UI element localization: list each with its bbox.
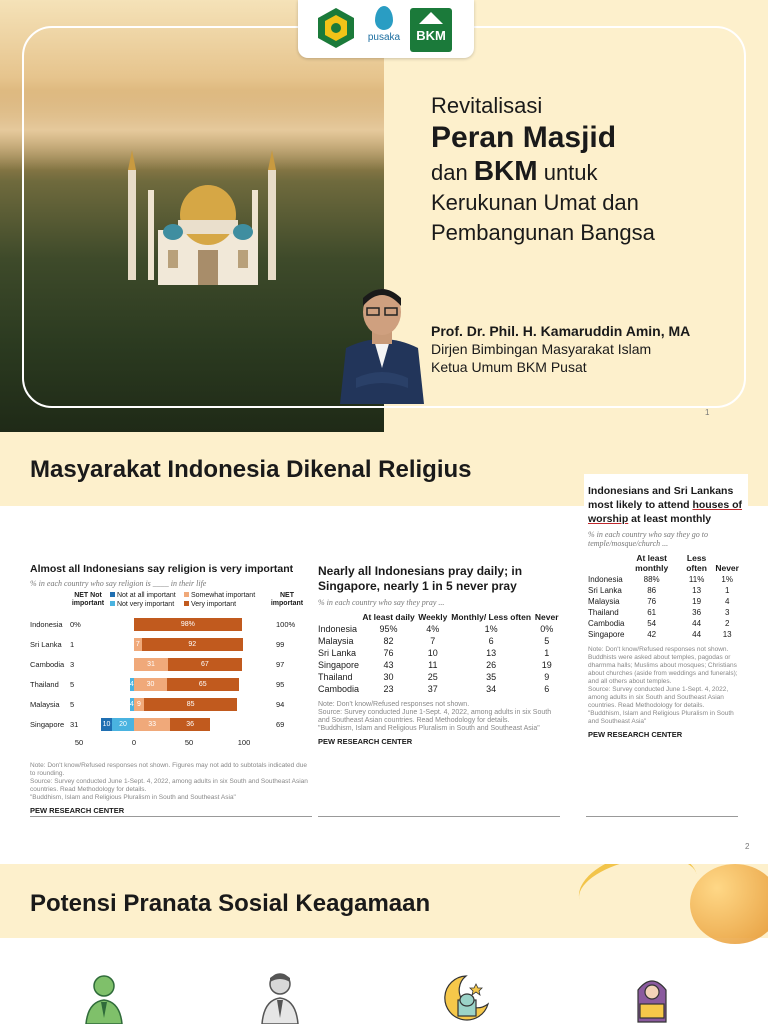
table-row <box>588 585 740 596</box>
legend-not-at-all-label: Not at all important <box>116 592 176 599</box>
author-role-2: Ketua Umum BKM Pusat <box>431 359 587 375</box>
title-line-2: Peran Masjid <box>431 121 617 154</box>
value-cell: 25 <box>427 672 438 682</box>
axis-tick-label: 100 <box>237 738 251 747</box>
chart3-title <box>588 484 744 526</box>
logo-bar <box>298 0 474 58</box>
bar-segment-very: 65 <box>167 678 239 691</box>
value-cell: 0% <box>540 624 554 634</box>
table-row <box>588 574 740 585</box>
divider <box>318 816 560 817</box>
value-cell: 1% <box>721 575 733 584</box>
chart3-title-a: Indonesians and Sri Lankans most likely to attend <box>588 485 734 511</box>
value-cell: 76 <box>383 648 394 658</box>
legend-net-not: NET Not important <box>71 592 105 607</box>
title-line-3-b: BKM <box>473 155 538 186</box>
value-cell: 2 <box>724 619 730 628</box>
value-cell: 19 <box>541 660 552 670</box>
chart1-pew-label: PEW RESEARCH CENTER <box>30 806 125 815</box>
table-row <box>318 623 560 635</box>
speaker-portrait <box>336 278 428 404</box>
drop-icon <box>375 6 393 30</box>
pusaka-logo-text: pusaka <box>367 32 401 43</box>
country-cell: Singapore <box>588 630 625 639</box>
chart3-column-header: At least monthly <box>635 553 669 573</box>
legend-swatch-icon <box>184 601 189 606</box>
value-cell: 82 <box>383 636 394 646</box>
table-row <box>318 635 560 647</box>
bar-segment-very: 36 <box>170 718 210 731</box>
value-cell: 1% <box>484 624 498 634</box>
page-number-1: 1 <box>705 408 710 417</box>
chart2-column-header: Monthly/ Less often <box>451 612 532 622</box>
chart2-column-header: Never <box>534 612 559 622</box>
title-line-5: Pembangunan Bangsa <box>431 220 655 245</box>
table-row <box>318 671 560 683</box>
country-cell: Malaysia <box>318 636 354 646</box>
value-cell: 7 <box>430 636 436 646</box>
chart2-subtitle: % in each country who say they pray ... <box>318 598 445 607</box>
value-cell: 5 <box>544 636 550 646</box>
kemenag-logo <box>314 6 358 50</box>
religious-stats-slide <box>0 432 768 864</box>
legend-swatch-icon <box>110 592 115 597</box>
value-cell: 11 <box>428 660 438 670</box>
table-row <box>318 659 560 671</box>
religious-leader-icon <box>632 972 672 1024</box>
chart2-column-header: Weekly <box>418 612 448 622</box>
value-cell: 13 <box>722 630 732 639</box>
legend-somewhat <box>184 592 255 599</box>
chart2-note: Note: Don't know/Refused responses not shown. <box>318 701 470 708</box>
presentation-title <box>431 92 751 248</box>
community-leader-icon <box>260 970 300 1024</box>
country-cell: Indonesia <box>588 575 623 584</box>
table-row <box>318 647 560 659</box>
chart2-column-header: At least daily <box>362 612 415 622</box>
bar-segment-very: 92 <box>142 638 243 651</box>
axis-tick-label: 50 <box>184 738 194 747</box>
bar-country-label: Indonesia <box>30 620 63 629</box>
value-cell: 26 <box>486 660 497 670</box>
bar-segment-somewhat: 30 <box>134 678 167 691</box>
value-cell: 36 <box>692 608 702 617</box>
chart3-table <box>588 552 740 640</box>
country-cell: Cambodia <box>588 619 625 628</box>
table-row <box>318 683 560 695</box>
value-cell: 1 <box>724 586 730 595</box>
country-cell: Malaysia <box>588 597 620 606</box>
value-cell: 30 <box>383 672 394 682</box>
value-cell: 4 <box>724 597 730 606</box>
country-cell: Cambodia <box>318 684 360 694</box>
chart2-report: "Buddhism, Islam and Religious Pluralism in South and Southeast Asia" <box>318 725 540 732</box>
chart1-source: Source: Survey conducted June 1-Sept. 4, 2022, among adults in six South and Southeast Asian countries. Read Methodology for details. <box>30 778 308 793</box>
bar-net-not-value: 3 <box>70 660 75 669</box>
value-cell: 23 <box>383 684 394 694</box>
country-cell: Thailand <box>318 672 353 682</box>
divider <box>586 816 738 817</box>
value-cell: 44 <box>692 619 702 628</box>
bar-country-label: Singapore <box>30 720 65 729</box>
social-institutions-slide <box>0 864 768 1024</box>
value-cell: 3 <box>724 608 730 617</box>
chart1-title: Almost all Indonesians say religion is very important <box>30 563 294 575</box>
author-info <box>431 322 751 376</box>
chart3-title-b: houses of worship <box>588 499 743 525</box>
value-cell: 43 <box>383 660 394 670</box>
value-cell: 6 <box>544 684 550 694</box>
legend-swatch-icon <box>110 601 115 606</box>
bar-segment-somewhat: 9 <box>134 698 144 711</box>
divider <box>30 816 312 817</box>
legend-very-label: Very important <box>190 601 237 608</box>
bar-country-label: Cambodia <box>30 660 65 669</box>
value-cell: 95% <box>379 624 398 634</box>
prayer-frequency-table <box>318 564 560 746</box>
value-cell: 4% <box>426 624 440 634</box>
legend-somewhat-label: Somewhat important <box>190 592 256 599</box>
title-line-3-c: untuk <box>537 160 598 185</box>
chart3-report: "Buddhism, Islam and Religious Pluralism in South and Southeast Asia" <box>588 710 734 725</box>
table-row <box>588 596 740 607</box>
value-cell: 6 <box>488 636 494 646</box>
value-cell: 42 <box>647 630 657 639</box>
author-role-1: Dirjen Bimbingan Masyarakat Islam <box>431 341 652 357</box>
value-cell: 9 <box>544 672 550 682</box>
bar-segment-not-at-all: 10 <box>101 718 112 731</box>
value-cell: 86 <box>647 586 657 595</box>
legend-not-very-label: Not very important <box>116 601 175 608</box>
slide2-heading: Masyarakat Indonesia Dikenal Religius <box>30 456 472 483</box>
axis-tick-label: 50 <box>74 738 84 747</box>
bar-segment-somewhat: 7 <box>134 638 142 651</box>
bkm-logo <box>410 8 452 52</box>
value-cell: 88% <box>643 575 660 584</box>
bar-net-value: 97 <box>276 660 285 669</box>
bar-segment-very: 98% <box>134 618 242 631</box>
page-number-2: 2 <box>745 842 750 851</box>
legend-swatch-icon <box>184 592 189 597</box>
value-cell: 54 <box>647 619 657 628</box>
bar-country-label: Thailand <box>30 680 59 689</box>
bar-net-not-value: 0% <box>70 620 81 629</box>
bar-country-label: Sri Lanka <box>30 640 62 649</box>
legend-not-at-all <box>110 592 176 599</box>
bar-segment-very: 85 <box>144 698 238 711</box>
chart2-pew-label: PEW RESEARCH CENTER <box>318 737 413 746</box>
legend-net: NET important <box>270 592 304 607</box>
bar-net-not-value: 5 <box>70 700 75 709</box>
chart2-source: Source: Survey conducted June 1-Sept. 4, 2022, among adults in six South and Southeast Asian countries. Read Methodology for details. <box>318 709 552 724</box>
value-cell: 11% <box>688 575 705 584</box>
legend-not-very <box>110 601 174 608</box>
mosque-crescent-icon <box>442 974 490 1024</box>
chart3-title-c: at least monthly <box>628 513 712 525</box>
bar-segment-very: 67 <box>168 658 242 671</box>
title-line-3-a: dan <box>431 160 474 185</box>
country-cell: Indonesia <box>318 624 358 634</box>
value-cell: 13 <box>486 648 497 658</box>
mosque-roof-icon <box>419 12 443 24</box>
slide3-heading: Potensi Pranata Sosial Keagamaan <box>30 890 431 917</box>
country-cell: Thailand <box>588 608 619 617</box>
author-name: Prof. Dr. Phil. H. Kamaruddin Amin, MA <box>431 323 691 339</box>
value-cell: 35 <box>486 672 497 682</box>
title-line-1: Revitalisasi <box>431 93 543 118</box>
country-cell: Singapore <box>318 660 360 670</box>
bar-segment-not-very: 4 <box>130 698 134 711</box>
header-blank <box>588 552 624 574</box>
value-cell: 76 <box>647 597 657 606</box>
chart1-subtitle: % in each country who say religion is ____ in their life <box>30 579 207 588</box>
country-cell: Sri Lanka <box>588 586 622 595</box>
table-row <box>588 618 740 629</box>
value-cell: 37 <box>427 684 438 694</box>
title-line-3 <box>431 156 751 188</box>
value-cell: 13 <box>692 586 702 595</box>
axis-tick-label: 0 <box>131 738 137 747</box>
title-slide <box>0 0 768 432</box>
bar-net-value: 99 <box>276 640 285 649</box>
table-row <box>588 607 740 618</box>
country-cell: Sri Lanka <box>318 648 357 658</box>
bar-net-value: 95 <box>276 680 285 689</box>
bar-net-value: 94 <box>276 700 285 709</box>
bar-net-value: 69 <box>276 720 285 729</box>
chart3-pew-label: PEW RESEARCH CENTER <box>588 730 683 739</box>
bar-segment-somewhat: 33 <box>134 718 170 731</box>
chart3-source: Source: Survey conducted June 1-Sept. 4, 2022, among adults in six South and Southeast Asian countries. Read Methodology for details. <box>588 686 729 709</box>
value-cell: 1 <box>544 648 550 658</box>
value-cell: 10 <box>427 648 438 658</box>
legend-very <box>184 601 236 608</box>
title-line-4: Kerukunan Umat dan <box>431 190 639 215</box>
chart1-plot <box>30 592 310 762</box>
religion-importance-chart <box>30 562 310 815</box>
bar-segment-not-very: 20 <box>112 718 134 731</box>
chart1-report: "Buddhism, Islam and Religious Pluralism in South and Southeast Asia" <box>30 794 236 801</box>
bar-net-value: 100% <box>276 620 296 629</box>
chart2-title: Nearly all Indonesians pray daily; in Singapore, nearly 1 in 5 never pray <box>318 564 523 593</box>
value-cell: 19 <box>692 597 702 606</box>
bar-net-not-value: 31 <box>70 720 79 729</box>
value-cell: 61 <box>647 608 657 617</box>
bar-net-not-value: 5 <box>70 680 75 689</box>
worship-attendance-table <box>584 474 748 834</box>
chart2-table <box>318 611 560 695</box>
bar-country-label: Malaysia <box>30 700 60 709</box>
chart3-column-header: Never <box>715 563 739 573</box>
chart1-note: Note: Don't know/Refused responses not shown. Figures may not add to subtotals indicated due to rounding. <box>30 762 307 777</box>
chart3-subtitle: % in each country who say they go to temple/mosque/church ... <box>588 530 708 548</box>
bar-segment-not-very: 4 <box>130 678 134 691</box>
bkm-logo-text: BKM <box>416 28 446 43</box>
chart3-column-header: Less often <box>686 553 707 573</box>
header-blank <box>318 611 360 623</box>
table-row <box>588 629 740 640</box>
value-cell: 44 <box>692 630 702 639</box>
value-cell: 34 <box>486 684 497 694</box>
bar-net-not-value: 1 <box>70 640 75 649</box>
bar-segment-somewhat: 31 <box>134 658 168 671</box>
pusaka-logo <box>364 4 404 54</box>
professional-person-icon <box>84 972 124 1024</box>
chart3-note: Note: Don't know/Refused responses not shown. Buddhists were asked about temples, pagodas or dharmma halls; Muslims about mosques; Christians about churches (aside from weddings and funerals); and all others about temples. <box>588 646 738 685</box>
